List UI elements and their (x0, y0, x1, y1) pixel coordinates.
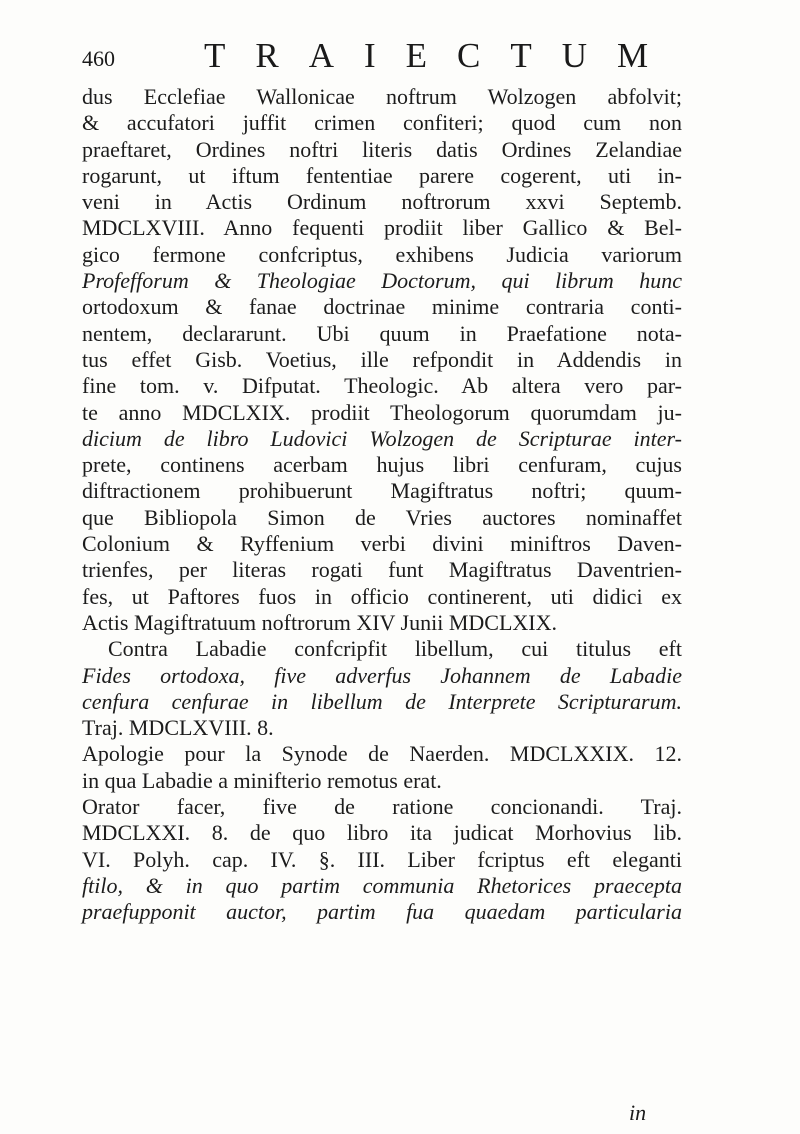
text-line: Fides ortodoxa, five adverfus Johannem de Labadie (82, 662, 682, 688)
text-line: Orator facer, five de ratione concionandi. Traj. (82, 794, 682, 820)
text-line: nentem, declararunt. Ubi quum in Praefatione nota- (82, 320, 682, 346)
text-line: praefupponit auctor, partim fua quaedam particularia (82, 899, 682, 925)
text-line: tus effet Gisb. Voetius, ille refpondit in Addendis in (82, 346, 682, 372)
text-line: diftractionem prohibuerunt Magiftratus noftri; quum- (82, 478, 682, 504)
text-line: Apologie pour la Synode de Naerden. MDCLXXIX. 12. (82, 741, 682, 767)
text-line: trienfes, per literas rogati funt Magiftratus Daventrien- (82, 557, 682, 583)
text-line: gico fermone confcriptus, exhibens Judicia variorum (82, 241, 682, 267)
text-line: veni in Actis Ordinum noftrorum xxvi Septemb. (82, 189, 682, 215)
text-line: rogarunt, ut iftum fententiae parere cogerent, uti in- (82, 162, 682, 188)
page-number: 460 (82, 46, 115, 71)
text-line: fes, ut Paftores fuos in officio continerent, uti didici ex (82, 583, 682, 609)
text-line: que Bibliopola Simon de Vries auctores nominaffet (82, 504, 682, 530)
text-line: Profefforum & Theologiae Doctorum, qui librum hunc (82, 268, 682, 294)
text-line: prete, continens acerbam hujus libri cenfuram, cujus (82, 452, 682, 478)
running-head: TRAIECTUM (204, 36, 679, 75)
text-line: in qua Labadie a minifterio remotus erat. (82, 767, 442, 793)
text-line: praeftaret, Ordines noftri literis datis Ordines Zelandiae (82, 136, 682, 162)
text-line: cenfura cenfurae in libellum de Interprete Scripturarum. (82, 688, 682, 714)
text-line: dus Ecclefiae Wallonicae noftrum Wolzogen abfolvit; (82, 84, 682, 109)
text-line: VI. Polyh. cap. IV. §. III. Liber fcriptus eft eleganti (82, 846, 682, 872)
text-line: MDCLXXI. 8. de quo libro ita judicat Morhovius lib. (82, 820, 682, 846)
text-line: dicium de libro Ludovici Wolzogen de Scripturae inter- (82, 425, 682, 451)
text-line: Colonium & Ryffenium verbi divini miniftros Daven- (82, 531, 682, 557)
text-line: Actis Magiftratuum noftrorum XIV Junii MDCLXIX. (82, 609, 557, 635)
text-line: Traj. MDCLXVIII. 8. (82, 715, 274, 741)
text-line: Contra Labadie confcripfit libellum, cui titulus eft (108, 636, 682, 662)
text-line: & accufatori juffit crimen confiteri; quod cum non (82, 110, 682, 136)
text-line: ftilo, & in quo partim communia Rhetorices praecepta (82, 872, 682, 898)
page-header (82, 36, 800, 84)
text-body (82, 84, 682, 926)
text-line: MDCLXVIII. Anno fequenti prodiit liber Gallico & Bel- (82, 215, 682, 241)
text-line: te anno MDCLXIX. prodiit Theologorum quorumdam ju- (82, 399, 682, 425)
catchword: in (629, 1100, 647, 1125)
text-line: fine tom. v. Difputat. Theologic. Ab altera vero par- (82, 373, 682, 399)
text-line: ortodoxum & fanae doctrinae minime contraria conti- (82, 294, 682, 320)
